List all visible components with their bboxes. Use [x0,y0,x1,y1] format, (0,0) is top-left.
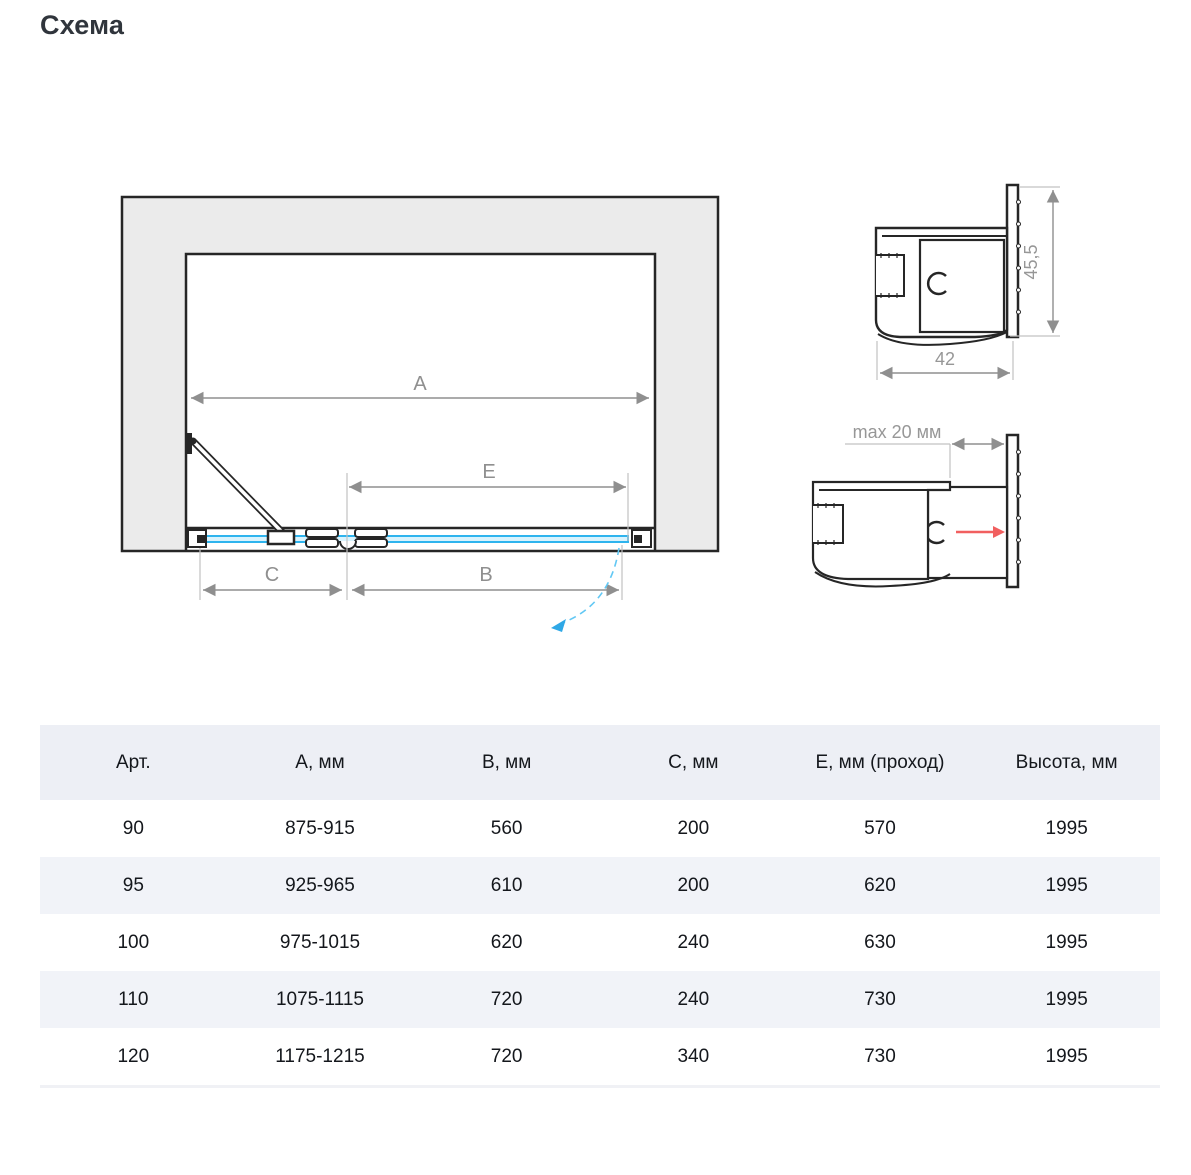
table-cell: 1995 [1045,1045,1088,1067]
table-cell: 720 [490,1045,523,1067]
table-cell: 620 [490,931,523,953]
table-cell: 610 [490,874,523,896]
table-cell: 630 [864,931,896,953]
spec-table [40,725,1160,1085]
table-cell: 90 [122,817,144,839]
col-header-c: С, мм [600,725,787,800]
adjust-channel [876,255,904,296]
dim-label-width: 42 [934,349,956,369]
table-cell: 100 [117,931,150,953]
table-cell: 200 [677,874,710,896]
table-cell: 95 [122,874,144,896]
table-cell: 240 [677,988,710,1010]
dim-label-height: 45,5 [1021,244,1041,280]
dim-label-e: E [482,461,496,483]
table-cell: 875-915 [285,817,355,839]
table-cell: 1995 [1045,988,1088,1010]
dim-label-a: A [413,373,427,395]
col-header-art: Арт. [40,725,227,800]
col-header-b: В, мм [413,725,600,800]
table-cell: 730 [864,988,896,1010]
dim-label-b: B [479,564,493,586]
table-cell: 1995 [1045,931,1088,953]
table-cell: 1175-1215 [275,1045,365,1067]
table-cell: 730 [864,1045,896,1067]
header-row [40,725,1160,800]
wall-flange [1007,435,1018,587]
table-cell: 975-1015 [279,931,361,953]
scheme-drawing [0,160,1191,690]
table-cell: 240 [677,931,710,953]
table-cell: 120 [117,1045,150,1067]
wall-flange [1007,185,1018,337]
table-cell: 560 [490,817,523,839]
adjust-channel [813,505,843,543]
table-row [40,914,1160,971]
table-cell: 1995 [1045,817,1088,839]
glass-panel [200,536,628,542]
spec-table-body [40,800,1160,1085]
table-cell: 720 [490,988,523,1010]
table-row [40,1028,1160,1085]
left-wall-profile [188,530,206,547]
table-cell: 925-965 [285,874,355,896]
swing-arrow-icon [551,619,566,632]
dim-label-gap: max 20 мм [852,422,942,442]
profile-section-top [876,185,1060,380]
table-cell: 110 [118,988,149,1010]
table-cell: 620 [864,874,896,896]
dim-label-c: C [264,564,280,586]
main-top-view [122,197,718,632]
col-header-e: Е, мм (проход) [787,725,974,800]
table-bottom-divider [40,1085,1160,1088]
table-cell: 340 [677,1045,710,1067]
table-cell: 570 [864,817,896,839]
col-header-a: А, мм [227,725,414,800]
spec-table-section [40,725,1160,1088]
page-title: Схема [40,10,125,40]
table-cell: 1995 [1045,874,1088,896]
table-row [40,971,1160,1028]
table-cell: 200 [677,817,710,839]
table-row [40,857,1160,914]
col-header-height: Высота, мм [973,725,1160,800]
glass-channel-box [920,240,1004,332]
right-wall-profile [632,530,651,547]
table-cell: 1075-1115 [275,988,364,1010]
spec-table-head [40,725,1160,800]
bar-mount-block [268,531,294,544]
table-row [40,800,1160,857]
profile-section-bottom [813,422,1021,587]
